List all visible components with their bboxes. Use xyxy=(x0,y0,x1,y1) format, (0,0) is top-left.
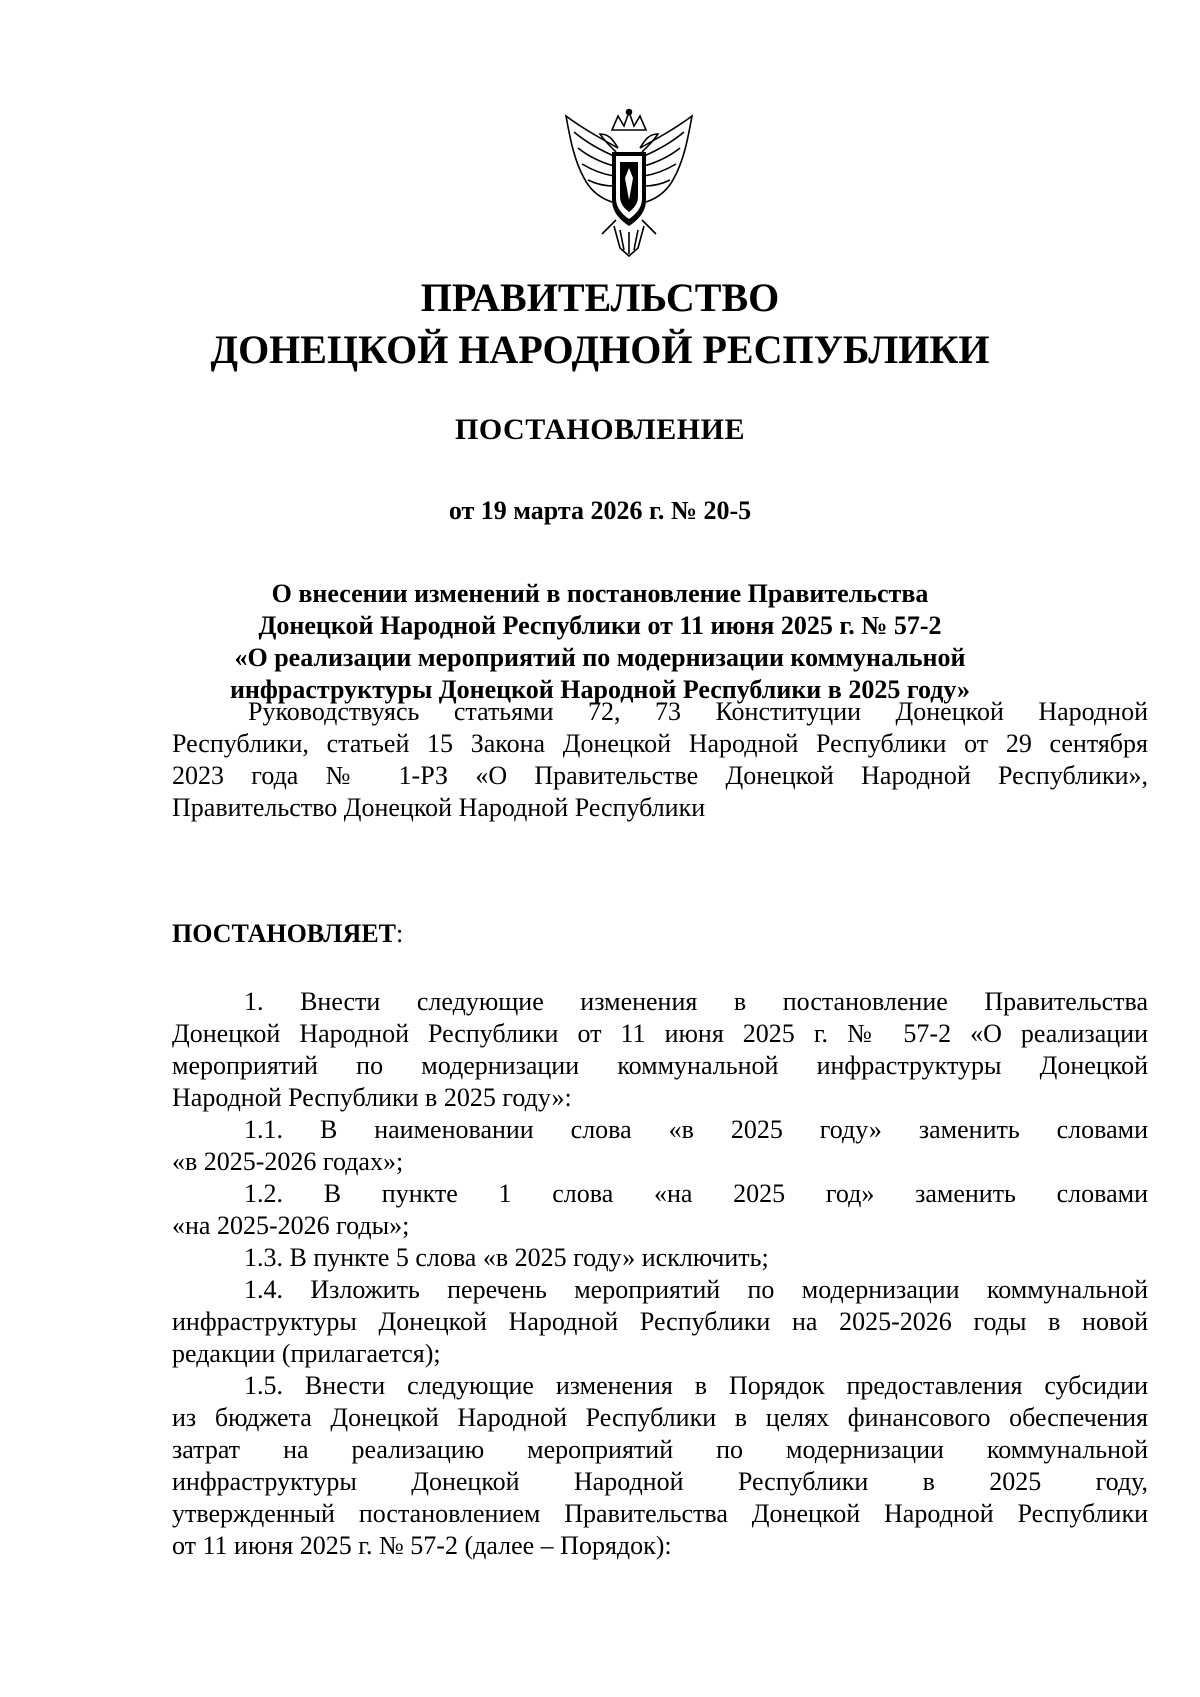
text-line: Народной Республики в 2025 году»: xyxy=(172,1083,572,1112)
text-line: инфраструктуры Донецкой Народной Республики на 2025-2026 годы в новой xyxy=(172,1307,1148,1336)
text-line: затрат на реализацию мероприятий по модернизации коммунальной xyxy=(172,1435,1148,1464)
subject-line: Донецкой Народной Республики от 11 июня 2025 г. № 57-2 xyxy=(258,611,942,640)
preamble-paragraph xyxy=(172,696,1148,824)
government-name-line: ДОНЕЦКОЙ НАРОДНОЙ РЕСПУБЛИКИ xyxy=(210,327,990,372)
text-line: 2023 года № 1-РЗ «О Правительстве Донецкой Народной Республики», xyxy=(172,761,1148,790)
decree-word: ПОСТАНОВЛЯЕТ xyxy=(172,919,396,948)
text-line: 1.5. Внести следующие изменения в Порядок предоставления субсидии xyxy=(244,1371,1148,1400)
text-line: редакции (прилагается); xyxy=(172,1339,441,1368)
text-line: утвержденный постановлением Правительства Донецкой Народной Республики xyxy=(172,1499,1148,1528)
text-line: «на 2025-2026 годы»; xyxy=(172,1211,410,1240)
item-1-1 xyxy=(172,1114,1148,1178)
text-line: 1.4. Изложить перечень мероприятий по модернизации коммунальной xyxy=(244,1275,1148,1304)
item-1-2 xyxy=(172,1178,1148,1242)
government-name-line: ПРАВИТЕЛЬСТВО xyxy=(420,275,780,320)
document-type: ПОСТАНОВЛЕНИЕ xyxy=(455,413,745,446)
text-line: Руководствуясь статьями 72, 73 Конституции Донецкой Народной xyxy=(248,697,1148,726)
item-1 xyxy=(172,986,1148,1114)
text-line: мероприятий по модернизации коммунальной инфраструктуры Донецкой xyxy=(172,1051,1148,1080)
text-line: инфраструктуры Донецкой Народной Республики в 2025 году, xyxy=(172,1467,1148,1496)
text-line: Республики, статьей 15 Закона Донецкой Народной Республики от 29 сентября xyxy=(172,729,1148,758)
coat-of-arms-icon xyxy=(560,108,698,260)
item-1-3 xyxy=(172,1242,1148,1274)
text-line: 1.1. В наименовании слова «в 2025 году» заменить словами xyxy=(244,1115,1148,1144)
item-1-5 xyxy=(172,1370,1148,1562)
text-line: Донецкой Народной Республики от 11 июня 2025 г. № 57-2 «О реализации xyxy=(172,1019,1148,1048)
subject-line: «О реализации мероприятий по модернизации коммунальной xyxy=(234,643,966,672)
text-line: 1.3. В пункте 5 слова «в 2025 году» исключить; xyxy=(244,1243,769,1272)
item-1-4 xyxy=(172,1274,1148,1370)
text-line: от 11 июня 2025 г. № 57-2 (далее – Порядок): xyxy=(172,1531,672,1560)
text-line: «в 2025-2026 годах»; xyxy=(172,1147,404,1176)
government-name xyxy=(0,272,1200,376)
text-line: Правительство Донецкой Народной Республики xyxy=(172,793,706,822)
text-line: 1. Внести следующие изменения в постановление Правительства xyxy=(244,987,1148,1016)
subject-line: О внесении изменений в постановление Правительства xyxy=(271,579,929,608)
document-subject xyxy=(0,578,1200,706)
subject-line: инфраструктуры Донецкой Народной Республики в 2025 году» xyxy=(229,675,971,704)
decree-colon: : xyxy=(396,919,404,948)
decree-heading xyxy=(172,918,403,950)
date-and-number: от 19 марта 2026 г. № 20-5 xyxy=(448,496,752,525)
text-line: 1.2. В пункте 1 слова «на 2025 год» заменить словами xyxy=(244,1179,1148,1208)
text-line: из бюджета Донецкой Народной Республики в целях финансового обеспечения xyxy=(172,1403,1148,1432)
